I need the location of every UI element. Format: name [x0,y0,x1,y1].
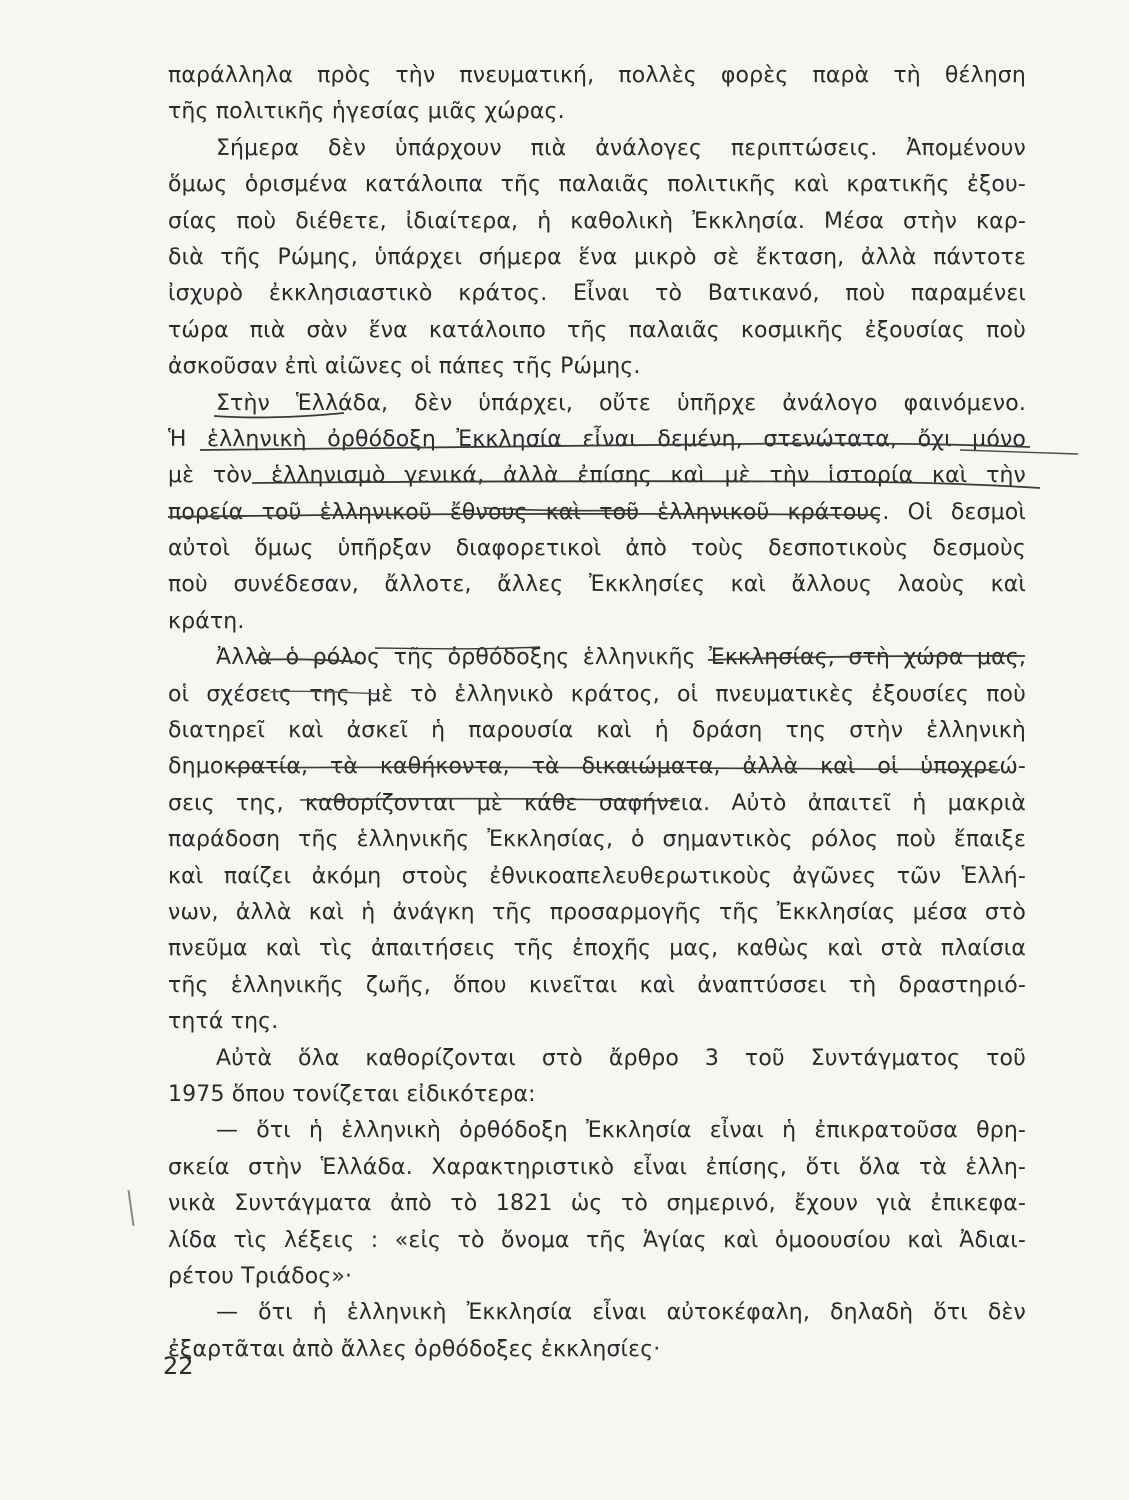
text-line-19: διατηρεῖ καὶ ἀσκεῖ ἡ παρουσία καὶ ἡ δράση της στὴν ἑλληνικὴ [168,718,1026,744]
text-line-29: 1975 ὅπου τονίζεται εἰδικότερα: [168,1081,536,1107]
text-line-32: νικὰ Συντάγματα ἀπὸ τὸ 1821 ὡς τὸ σημερινό, ἔχουν γιὰ ἐπικεφα- [168,1191,1026,1217]
text-line-16: κράτη. [168,608,245,634]
text-line-31: σκεία στὴν Ἑλλάδα. Χαρακτηριστικὸ εἶναι ἐπίσης, ὅτι ὅλα τὰ ἑλλη- [168,1154,1026,1180]
text-line-4: ὅμως ὁρισμένα κατάλοιπα τῆς παλαιᾶς πολιτικῆς καὶ κρατικῆς ἐξου- [168,172,1026,198]
text-line-11: Ἡ ἑλληνικὴ ὀρθόδοξη Ἐκκλησία εἶναι δεμένη, στενώτατα, ὄχι μόνο [168,426,1026,452]
page-number: 22 [163,1352,194,1380]
text-line-20: δημοκρατία, τὰ καθήκοντα, τὰ δικαιώματα, ἀλλὰ καὶ οἱ ὑποχρεώ- [168,754,1026,780]
body-text [168,58,1026,1368]
text-line-15: ποὺ συνέδεσαν, ἄλλοτε, ἄλλες Ἐκκλησίες καὶ ἄλλους λαοὺς καὶ [168,572,1026,598]
text-line-33: λίδα τὶς λέξεις : «εἰς τὸ ὄνομα τῆς Ἁγίας καὶ ὁμοουσίου καὶ Ἀδιαι- [168,1227,1026,1253]
text-line-18: οἱ σχέσεις της μὲ τὸ ἑλληνικὸ κράτος, οἱ πνευματικὲς ἐξουσίες ποὺ [168,681,1026,707]
text-line-30: — ὅτι ἡ ἑλληνικὴ ὀρθόδοξη Ἐκκλησία εἶναι ἡ ἐπικρατοῦσα θρη- [216,1118,1026,1144]
text-line-36: ἐξαρτᾶται ἀπὸ ἄλλες ὀρθόδοξες ἐκκλησίες· [168,1336,661,1362]
text-line-17: Ἀλλὰ ὁ ρόλος τῆς ὀρθόδοξης ἑλληνικῆς Ἐκκλησίας, στὴ χώρα μας, [216,645,1026,671]
text-line-2: τῆς πολιτικῆς ἡγεσίας μιᾶς χώρας. [168,99,565,125]
text-line-24: νων, ἀλλὰ καὶ ἡ ἀνάγκη τῆς προσαρμογῆς τῆς Ἐκκλησίας μέσα στὸ [168,899,1026,925]
text-line-14: αὐτοὶ ὅμως ὑπῆρξαν διαφορετικοὶ ἀπὸ τοὺς δεσποτικοὺς δεσμοὺς [168,536,1026,562]
text-line-5: σίας ποὺ διέθετε, ἰδιαίτερα, ἡ καθολικὴ Ἐκκλησία. Μέσα στὴν καρ- [168,208,1026,234]
text-line-3: Σήμερα δὲν ὑπάρχουν πιὰ ἀνάλογες περιπτώσεις. Ἀπομένουν [216,135,1026,161]
text-line-23: καὶ παίζει ἀκόμη στοὺς ἐθνικοαπελευθερωτικοὺς ἀγῶνες τῶν Ἑλλή- [168,863,1026,889]
text-line-22: παράδοση τῆς ἑλληνικῆς Ἐκκλησίας, ὁ σημαντικὸς ρόλος ποὺ ἔπαιξε [168,827,1026,853]
text-line-7: ἰσχυρὸ ἐκκλησιαστικὸ κράτος. Εἶναι τὸ Βατικανό, ποὺ παραμένει [168,281,1026,307]
text-line-28: Αὐτὰ ὅλα καθορίζονται στὸ ἄρθρο 3 τοῦ Συντάγματος τοῦ [216,1045,1026,1071]
text-line-12: μὲ τὸν ἑλληνισμὸ γενικά, ἀλλὰ ἐπίσης καὶ μὲ τὴν ἱστορία καὶ τὴν [168,463,1026,489]
text-line-25: πνεῦμα καὶ τὶς ἀπαιτήσεις τῆς ἐποχῆς μας, καθὼς καὶ στὰ πλαίσια [168,936,1026,962]
text-line-21: σεις της, καθορίζονται μὲ κάθε σαφήνεια. Αὐτὸ ἀπαιτεῖ ἡ μακριὰ [168,790,1026,816]
text-line-26: τῆς ἑλληνικῆς ζωῆς, ὅπου κινεῖται καὶ ἀναπτύσσει τὴ δραστηριό- [168,972,1026,998]
text-line-35: — ὅτι ἡ ἑλληνικὴ Ἐκκλησία εἶναι αὐτοκέφαλη, δηλαδὴ ὅτι δὲν [216,1300,1026,1326]
text-line-34: ρέτου Τριάδος»· [168,1263,353,1289]
text-line-27: τητά της. [168,1009,279,1035]
text-line-6: διὰ τῆς Ρώμης, ὑπάρχει σήμερα ἕνα μικρὸ σὲ ἔκταση, ἀλλὰ πάντοτε [168,244,1026,270]
text-line-1: παράλληλα πρὸς τὴν πνευματική, πολλὲς φορὲς παρὰ τὴ θέληση [168,63,1026,88]
text-line-8: τώρα πιὰ σὰν ἕνα κατάλοιπο τῆς παλαιᾶς κοσμικῆς ἐξουσίας ποὺ [168,317,1026,343]
margin-pencil-mark [128,1190,135,1226]
text-line-9: ἀσκοῦσαν ἐπὶ αἰῶνες οἱ πάπες τῆς Ρώμης. [168,354,641,380]
text-line-13: πορεία τοῦ ἑλληνικοῦ ἔθνους καὶ τοῦ ἑλληνικοῦ κράτους. Οἱ δεσμοὶ [168,499,1026,525]
text-line-10: Στὴν Ἑλλάδα, δὲν ὑπάρχει, οὔτε ὑπῆρχε ἀνάλογο φαινόμενο. [216,390,1026,416]
